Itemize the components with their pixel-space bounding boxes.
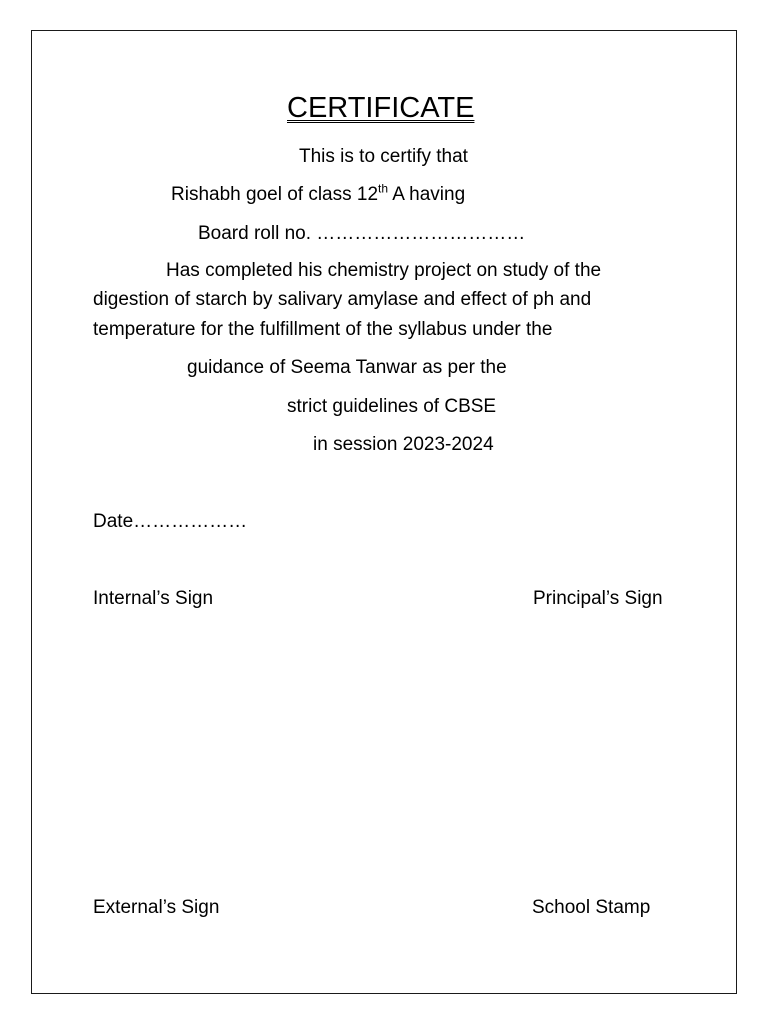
student-line [171, 181, 466, 205]
certificate-title: CERTIFICATE [287, 92, 475, 124]
ordinal-suffix: th [378, 181, 389, 196]
school-stamp-label: School Stamp [532, 897, 651, 918]
session-line: in session 2023-2024 [313, 434, 494, 455]
student-line-prefix: Rishabh goel of class 12 [171, 184, 379, 205]
roll-number-line: Board roll no. …………………………… [198, 223, 526, 244]
body-line-2: digestion of starch by salivary amylase and effect of ph and [93, 289, 592, 310]
body-line-1: Has completed his chemistry project on study of the [166, 260, 602, 281]
guidance-line: guidance of Seema Tanwar as per the [187, 357, 507, 378]
body-line-3: temperature for the fulfillment of the syllabus under the [93, 319, 553, 340]
external-sign-label: External’s Sign [93, 897, 220, 918]
internal-sign-label: Internal’s Sign [93, 588, 214, 609]
date-line: Date……………… [93, 511, 248, 532]
principal-sign-label: Principal’s Sign [533, 588, 663, 609]
certify-line: This is to certify that [299, 146, 468, 167]
guidelines-line: strict guidelines of CBSE [287, 396, 497, 417]
student-line-suffix: A having [388, 184, 466, 205]
